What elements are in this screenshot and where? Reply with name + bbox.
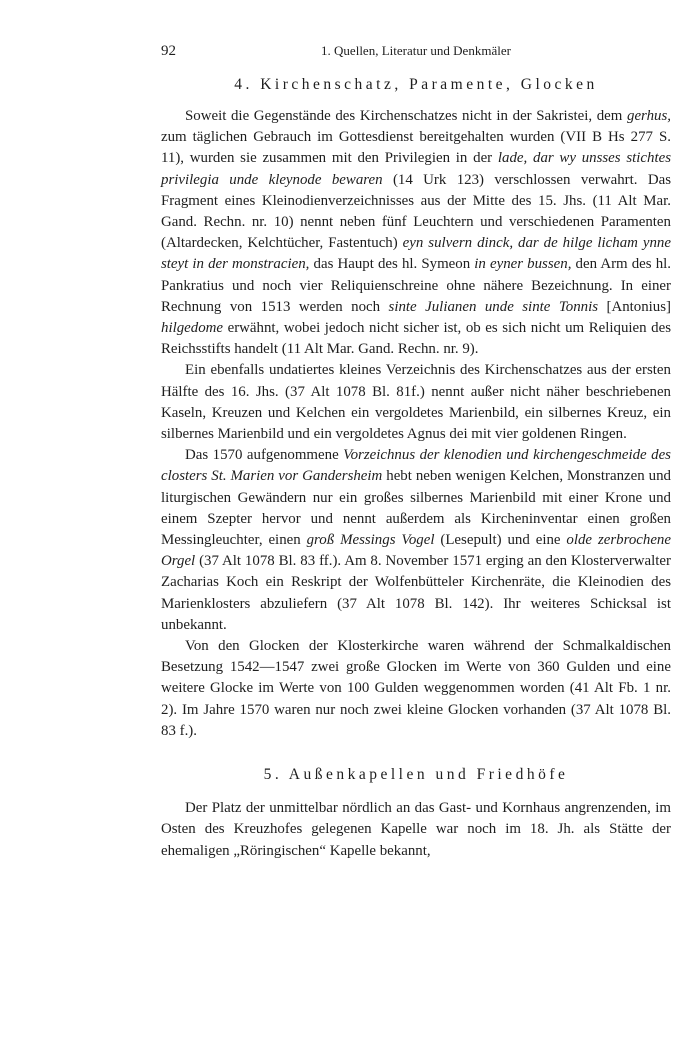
italic-quote: groß Messings Vogel [306,532,435,549]
text-run: Von den Glocken der Klosterkirche waren während der Schmalkaldischen Besetzung 1542—1547 zwei große Glocken im Werte von 360 Gulden und eine weitere Glocke im Werte von 100 Gulden weggenommen worden (41 Alt Fb. 1 nr. 2). Im Jahre 1570 waren nur noch zwei kleine Glocken vorhanden (37 Alt 1078 Bl. 83 f.). [161,638,671,739]
text-run: zum täglichen Gebrauch im Gottesdienst bereitgehalten wurden (VII B Hs 277 S. 11), wurden sie zusammen mit den Privilegien in der [161,129,671,167]
paragraph [161,636,671,742]
section-heading-kirchenschatz: 4. Kirchenschatz, Paramente, Glocken [234,76,598,93]
text-run: den Arm des hl. Pankratius und noch vier Reliquienschreine ohne nähere Bezeichnung. In einer Rechnung von 1513 werden noch [161,256,671,315]
text-run: (Lesepult) und eine [434,532,567,549]
text-run: erwähnt, wobei jedoch nicht sicher ist, ob es sich nicht um Reliquien des Reichsstifts handelt (11 Alt Mar. Gand. Rechn. nr. 9). [161,320,671,358]
text-run: Das 1570 aufgenommene [185,447,344,464]
italic-quote: sinte Julianen unde sinte Tonnis [388,298,599,315]
text-run: [Antonius] [598,298,672,315]
book-page [161,40,671,862]
italic-quote: olde zerbrochene Orgel [161,532,671,570]
running-title: 1. Quellen, Literatur und Denkmäler [321,43,511,58]
paragraph [161,106,671,360]
paragraph [161,798,671,862]
text-run: das Haupt des hl. Symeon [309,256,475,273]
running-head [161,40,671,62]
paragraph [161,445,671,636]
text-run: Soweit die Gegenstände des Kirchenschatzes nicht in der Sakristei, dem [185,108,627,124]
italic-quote: in eyner bussen, [474,256,572,273]
page-number: 92 [161,43,176,59]
text-run: (37 Alt 1078 Bl. 83 ff.). Am 8. November 1571 erging an den Klosterverwalter Zacharias Koch ein Reskript der Wolfenbütteler Kirchenräte, die Kleinodien des Marienklosters abzuliefern (37 Alt 1078 Bl. 142). Ihr weiteres Schicksal ist unbekannt. [161,553,671,633]
text-run: Der Platz der unmittelbar nördlich an das Gast- und Kornhaus angrenzenden, im Osten des Kreuzhofes gelegenen Kapelle war noch im 18. Jh. als Stätte der ehemaligen „Röringischen“ Kapelle bekannt, [161,800,671,859]
section-heading-aussenkapellen: 5. Außenkapellen und Friedhöfe [263,766,569,784]
italic-quote: Vorzeichnus der klenodien und kirchengeschmeide des closters St. Marien vor Gandersheim [161,447,671,485]
paragraph [161,360,671,445]
italic-quote: hilgedome [161,320,224,337]
italic-quote: gerhus, [627,108,671,124]
text-run: (14 Urk 123) verschlossen verwahrt. Das Fragment eines Kleinodienverzeichnisses aus der Mitte des 15. Jhs. (11 Alt Mar. Gand. Rechn. nr. 10) nennt neben fünf Leuchtern und verschiedenen Paramenten (Altardecken, Kelchtücher, Fastentuch) [161,171,671,252]
italic-quote: lade, dar wy unsses stichtes privilegia unde kleynode bewaren [161,150,671,188]
text-run: hebt neben wenigen Kelchen, Monstranzen und liturgischen Gewändern nur ein großes silbernes Marienbild mit einer Krone und einem Szepter hervor und nennt außerdem als Kircheninventar einen großen Messingleuchter, einen [161,468,671,549]
text-run: Ein ebenfalls undatiertes kleines Verzeichnis des Kirchenschatzes aus der ersten Hälfte des 16. Jhs. (37 Alt 1078 Bl. 81f.) nennt außer nicht näher beschriebenen Kaseln, Kreuzen und Kelchen ein vergoldetes Marienbild, ein silbernes Kreuz, ein silbernes Marienbild und ein vergoldetes Agnus dei mit vier goldenen Ringen. [161,362,671,443]
italic-quote: eyn sulvern dinck, dar de hilge licham ynne steyt in der monstracien, [161,235,671,273]
